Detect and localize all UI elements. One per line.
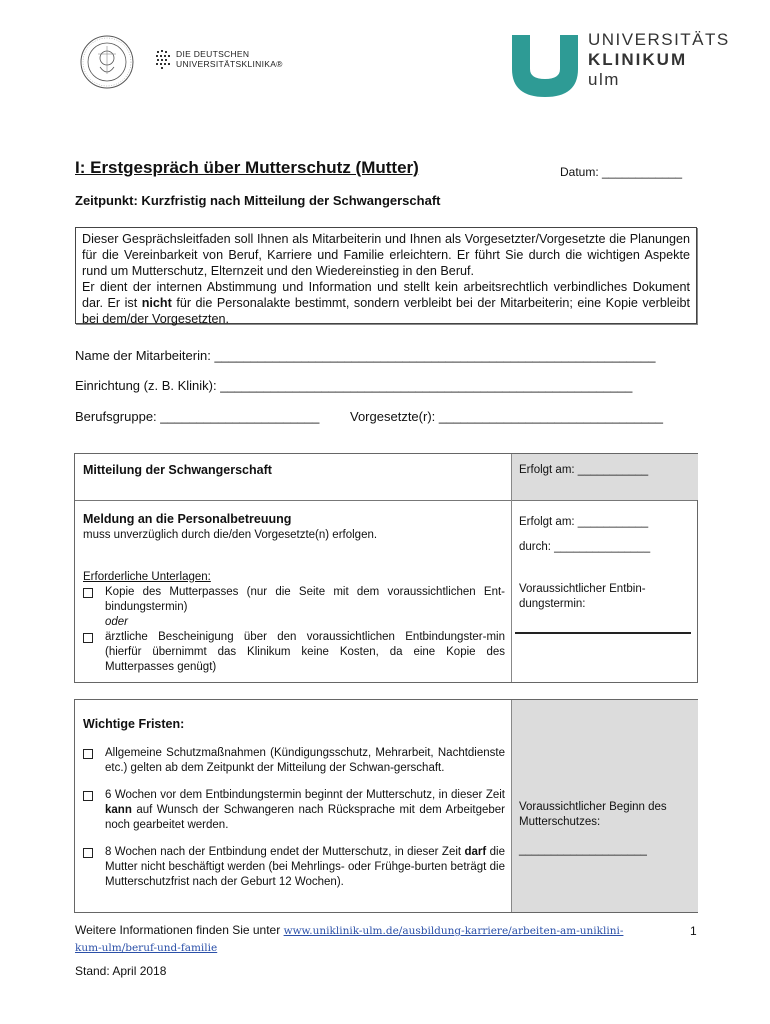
frist-1-text: Allgemeine Schutzmaßnahmen (Kündigungsschutz, Mehrarbeit, Nachtdienste etc.) gelten ab dem Zeitpunkt der Mitteilung der Schwan-gerschaft. <box>105 747 505 774</box>
uniklinik-u-logo <box>510 35 580 97</box>
unterlagen-label: Erforderliche Unterlagen: <box>83 571 211 583</box>
frist-3-start: 8 Wochen nach der Entbindung endet der Mutterschutz, in dieser Zeit <box>105 846 465 858</box>
entbindung-label: Voraussichtlicher Entbin-dungstermin: <box>519 583 646 610</box>
column-divider <box>511 500 512 682</box>
mitteilung-label: Mitteilung der Schwangerschaft <box>83 463 272 477</box>
name-field[interactable]: Name der Mitarbeiterin: _____________________________________________________________ <box>75 348 656 363</box>
uniklinik-wordmark <box>588 30 730 90</box>
frist-item-2[interactable] <box>83 788 505 833</box>
intro-box <box>75 227 697 324</box>
frist-3-end: die Mutter nicht beschäftigt werden (bei Mehrlings- oder Frühge-burten beträgt die Mutterschutzfrist nach der Geburt 12 Wochen). <box>105 846 505 888</box>
intro-p2-bold: nicht <box>141 296 172 310</box>
frist-2-bold: kann <box>105 804 132 816</box>
footer-link-cont[interactable]: kum-ulm/beruf-und-familie <box>75 942 218 954</box>
erfolgt-field-2[interactable]: Erfolgt am: ___________ <box>519 516 649 528</box>
intro-p2-end: für die Personalakte bestimmt, sondern verbleibt bei der Mitarbeiterin; eine Kopie verbleibt bei dem/der Vorgesetzten. <box>82 296 690 326</box>
wordmark-line1: UNIVERSITÄTS <box>588 30 730 49</box>
frist-2-text <box>105 788 505 833</box>
beginn-label: Voraussichtlicher Beginn des Mutterschutzes: <box>519 801 667 828</box>
frist-item-3[interactable] <box>83 845 505 890</box>
fristen-table <box>74 699 698 913</box>
datum-field[interactable]: Datum: ____________ <box>560 165 683 179</box>
university-seal-logo <box>78 34 136 90</box>
durch-field[interactable]: durch: _______________ <box>519 541 651 553</box>
schwangerschaft-table <box>74 453 698 683</box>
wordmark-line3: ulm <box>588 70 620 89</box>
item-2-text: ärztliche Bescheinigung über den voraussichtlichen Entbindungster-min (hierfür übernimmt das Klinikum keine Kosten, da eine Kopie des Mutterpasses genügt) <box>105 631 505 673</box>
unterlagen-item-1[interactable] <box>83 585 505 615</box>
frist-3-text <box>105 845 505 890</box>
intro-p2-start: Er dient der internen Abstimmung und Information und stellt kein arbeitsrechtlich verbindliches Dokument dar. Er ist <box>82 280 690 310</box>
row-divider <box>75 500 697 501</box>
vorgesetzte-field[interactable]: Vorgesetzte(r): _______________________________ <box>350 409 663 424</box>
ddu-logo-text <box>176 49 283 69</box>
wordmark-line2: KLINIKUM <box>588 50 688 69</box>
checkbox[interactable] <box>83 791 93 801</box>
checkbox[interactable] <box>83 749 93 759</box>
footer-text: Weitere Informationen finden Sie unter <box>75 923 284 937</box>
stand-date: Stand: April 2018 <box>75 964 167 978</box>
checkbox[interactable] <box>83 633 93 643</box>
unterlagen-list <box>83 585 505 675</box>
erfolgt-field-1[interactable]: Erfolgt am: ___________ <box>519 464 649 476</box>
fristen-heading: Wichtige Fristen: <box>83 717 185 731</box>
item-1-text: Kopie des Mutterpasses (nur die Seite mit dem voraussichtlichen Ent-bindungstermin) <box>105 586 505 613</box>
meldung-label: Meldung an die Personalbetreuung <box>83 512 292 526</box>
footer-info <box>75 922 695 956</box>
subtitle: Zeitpunkt: Kurzfristig nach Mitteilung der Schwangerschaft <box>75 193 441 208</box>
page-number: 1 <box>690 924 697 938</box>
intro-paragraph-2 <box>82 279 690 327</box>
ddu-mark-icon <box>155 49 171 69</box>
beginn-field[interactable]: ____________________ <box>519 844 647 856</box>
ddu-line2: UNIVERSITÄTSKLINIKA® <box>176 59 283 69</box>
checkbox[interactable] <box>83 588 93 598</box>
intro-paragraph-1: Dieser Gesprächsleitfaden soll Ihnen als Mitarbeiterin und Ihnen als Vorgesetzter/Vorgesetzte die Planungen für die Vereinbarkeit von Beruf, Karriere und Familie erleichtern. Er führt Sie durch die wichtigen Aspekte rund um Mutterschutz, Elternzeit und den Wiedereinstieg in den Beruf. <box>82 232 690 278</box>
oder-label: oder <box>105 616 129 628</box>
page-title: I: Erstgespräch über Mutterschutz (Mutter) <box>75 158 419 177</box>
frist-3-bold: darf <box>464 846 487 858</box>
footer-link[interactable]: www.uniklinik-ulm.de/ausbildung-karriere/arbeiten-am-uniklini- <box>283 925 624 937</box>
checkbox[interactable] <box>83 848 93 858</box>
fristen-list <box>83 746 505 890</box>
einrichtung-field[interactable]: Einrichtung (z. B. Klinik): _________________________________________________________ <box>75 378 633 393</box>
entbindung-line[interactable] <box>515 632 691 634</box>
frist-2-start: 6 Wochen vor dem Entbindungstermin beginnt der Mutterschutz, in dieser Zeit <box>105 789 505 801</box>
meldung-sub: muss unverzüglich durch die/den Vorgesetzte(n) erfolgen. <box>83 529 378 541</box>
frist-2-end: auf Wunsch der Schwangeren nach Rücksprache mit dem Arbeitgeber noch gearbeitet werden. <box>105 804 505 831</box>
berufsgruppe-field[interactable]: Berufsgruppe: ______________________ <box>75 409 320 424</box>
frist-item-1[interactable] <box>83 746 505 776</box>
unterlagen-item-2[interactable] <box>83 630 505 675</box>
ddu-line1: DIE DEUTSCHEN <box>176 49 250 59</box>
